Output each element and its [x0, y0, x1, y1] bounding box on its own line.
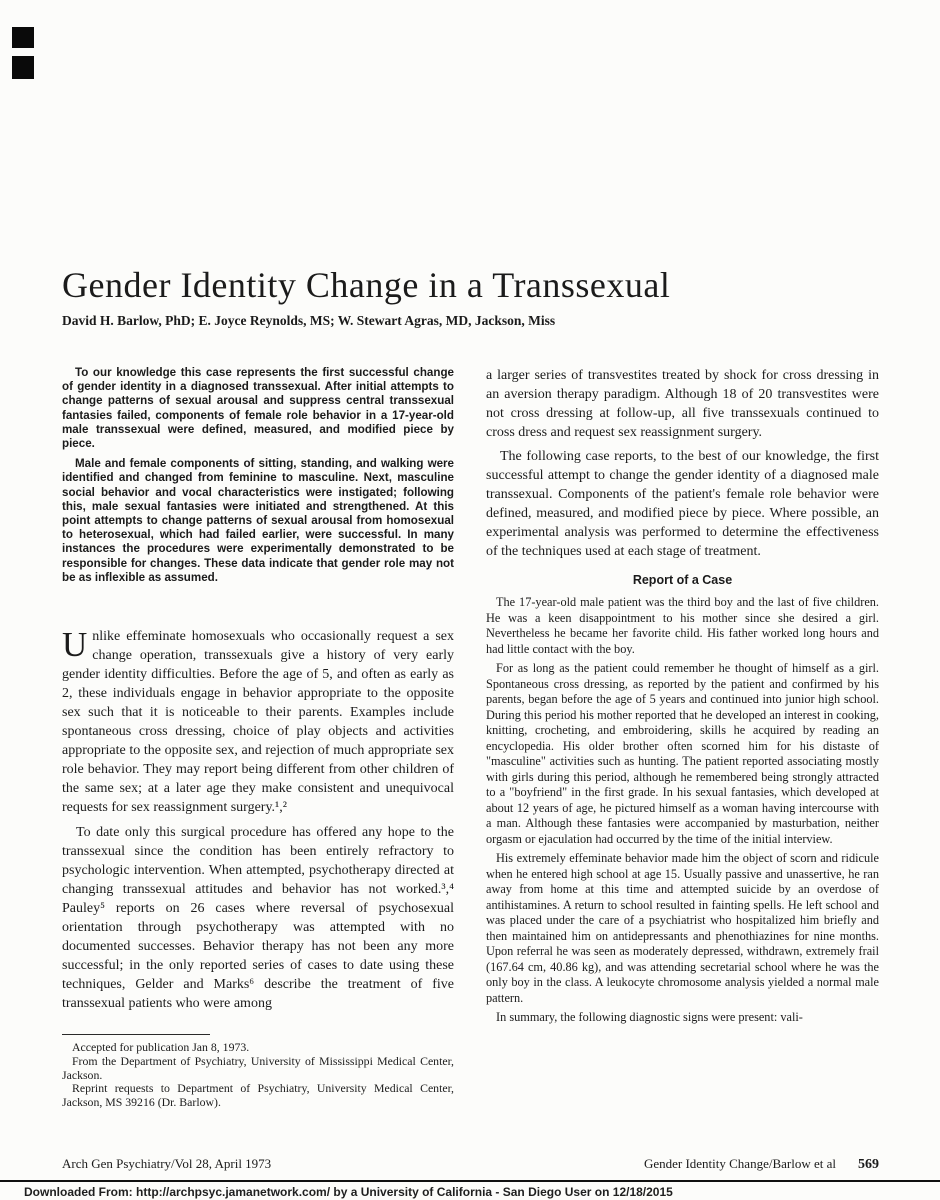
case-paragraph: His extremely effeminate behavior made him the object of scorn and ridicule when he entered high school at age 15. Usually passive and unassertive, he ran away from home at this time and attempted suicide by an overdose of antihistamines. A return to school resulted in fainting spells. He left school and was placed under the care of a psychiatrist who hospitalized him briefly and then maintained him on antidepressants and phenothiazines for nine months. Upon referral he was seen as moderately depressed, withdrawn, extremely frail (167.64 cm, 40.86 kg), and was attending secretarial school where he was the only boy in the class. A leukocyte chromosome analysis yielded a normal male pattern.: [486, 851, 879, 1005]
section-heading: Report of a Case: [632, 573, 733, 587]
intro-paragraph-1: [62, 627, 454, 817]
abstract-paragraph-2: Male and female components of sitting, standing, and walking were identified and changed from feminine to masculine. Next, masculine social behavior and vocal characteristics were instigated; following this, male sexual fantasies were initiated and strengthened. At this point attempts to change patterns of sexual arousal from homosexual to heterosexual, which had failed earlier, were successful. In many instances the procedures were experimentally demonstrated to be responsible for changes. These data indicate that gender role may not be as inflexible as assumed.: [62, 457, 454, 584]
introduction: [62, 627, 454, 1013]
page-title: Gender Identity Change in a Transsexual: [62, 265, 671, 306]
download-notice: Downloaded From: http://archpsyc.jamanetwork.com/ by a University of California - San Diego User on 12/18/2015: [24, 1185, 673, 1199]
case-paragraph: In summary, the following diagnostic signs were present: vali-: [496, 1010, 803, 1024]
authors-line: David H. Barlow, PhD; E. Joyce Reynolds, MS; W. Stewart Agras, MD, Jackson, Miss: [62, 313, 556, 328]
bottom-divider: [0, 1180, 940, 1182]
scan-artifact-mark: [12, 27, 34, 48]
journal-citation: Arch Gen Psychiatry/Vol 28, April 1973: [62, 1156, 272, 1171]
footnote-line: From the Department of Psychiatry, University of Mississippi Medical Center, Jackson.: [62, 1053, 454, 1082]
running-head-group: [644, 1156, 879, 1173]
abstract: [62, 366, 454, 591]
case-paragraph: The 17-year-old male patient was the third boy and the last of five children. He was a keen disappointment to his mother since she desired a girl. Nevertheless he became her favorite child. His father worked long hours and had little contact with the boy.: [486, 595, 879, 656]
right-column: [486, 366, 879, 1030]
running-head: Gender Identity Change/Barlow et al: [643, 1156, 836, 1171]
page-footer: [62, 1156, 879, 1173]
footnote-divider: [62, 1034, 210, 1035]
abstract-paragraph-1: To our knowledge this case represents the first successful change of gender identity in a diagnosed transsexual. After initial attempts to change patterns of sexual arousal and suppress central transsexual fantasies failed, components of female role behavior in a 17-year-old male transsexual were defined, measured, and modified piece by piece.: [62, 366, 454, 451]
page-number: 569: [858, 1157, 879, 1172]
drop-cap: U: [62, 625, 88, 665]
body-paragraph: a larger series of transvestites treated by shock for cross dressing in an aversion therapy paradigm. Although 18 of 20 transvestites were not cross dressing at follow-up, all five transsexuals continued to cross dress and request sex reassignment surgery.: [486, 368, 879, 440]
footnote: [62, 1024, 454, 1110]
left-column: [62, 366, 454, 1110]
body-paragraph: The following case reports, to the best of our knowledge, the first successful attempt to change the gender identity of a diagnosed male transsexual. Components of the patient's female role behavior were defined, measured, and modified piece by piece. Where possible, an experimental analysis was performed to determine the effectiveness of the techniques used at each stage of treatment.: [486, 449, 879, 559]
scan-artifact-mark: [12, 56, 34, 79]
intro-paragraph-2: To date only this surgical procedure has offered any hope to the transsexual since the condition has been entirely refractory to psychologic intervention. When attempted, psychotherapy directed at changing transsexual attitudes and behavior has not worked.³,⁴ Pauley⁵ reports on 26 cases where reversal of psychosexual orientation through psychotherapy was attempted with no documented successes. Behavior therapy has not been any more successful; in the only reported series of cases to date using these techniques, Gelder and Marks⁶ describe the treatment of five transsexual patients who were among: [62, 825, 454, 1012]
footnote-line: Reprint requests to Department of Psychiatry, University Medical Center, Jackson, MS 39216 (Dr. Barlow).: [62, 1081, 454, 1110]
footnote-line: Accepted for publication Jan 8, 1973.: [72, 1040, 250, 1055]
case-paragraph: For as long as the patient could remember he thought of himself as a girl. Spontaneous cross dressing, as reported by the patient and confirmed by his parents, began before the age of 5 years and continued into junior high school. During this period his mother reported that he developed an interest in cooking, knitting, crocheting, and embroidering, skills he acquired by reading an encyclopedia. His older brother often scorned him for his distaste of "masculine" activities such as hunting. The patient reported associating mostly with girls during this period, although he remembered being strongly attracted to a "boyfriend" in the first grade. In his sexual fantasies, which developed at about 12 years of age, he pictured himself as a woman having intercourse with a man. Although these fantasies were accompanied by masturbation, neither orgasm or ejaculation had occurred by the time of the initial interview.: [486, 661, 879, 846]
intro-paragraph-1-text: nlike effeminate homosexuals who occasionally request a sex change operation, transsexuals give a history of very early gender identity difficulties. Before the age of 5, and often as early as 2, these individuals engage in behavior appropriate to the opposite sex such that it is noticeable to their parents. Examples include spontaneous cross dressing, choice of play objects and activities appropriate to the opposite sex, and rejection of much appropriate sex role behavior. They may report being different from other children of the same sex; at a later age they make consistent and unequivocal requests for sex reassignment surgery.¹,²: [62, 629, 454, 816]
